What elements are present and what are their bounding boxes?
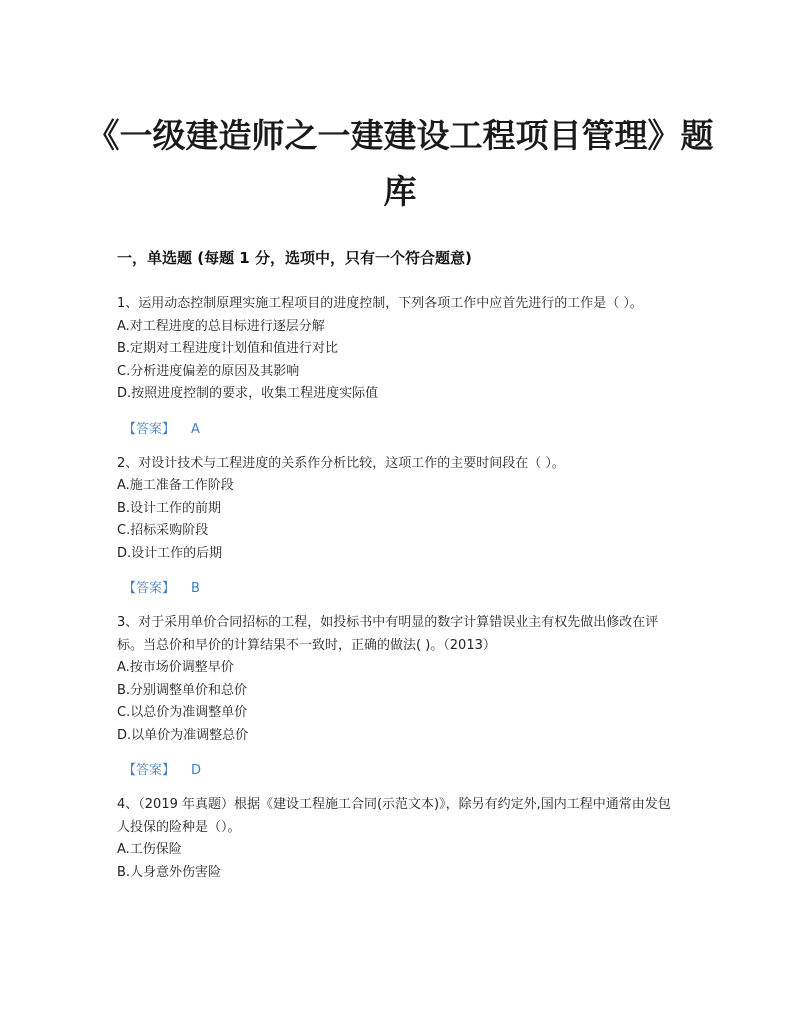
question-stem: 1、运用动态控制原理实施工程项目的进度控制，下列各项工作中应首先进行的工作是（ ）。 bbox=[117, 296, 643, 311]
option-a: A.工伤保险 bbox=[117, 842, 182, 857]
option-b: B.设计工作的前期 bbox=[117, 500, 222, 516]
question-list bbox=[117, 293, 677, 884]
answer-label: 【答案】 bbox=[123, 763, 176, 778]
question-2 bbox=[117, 453, 677, 601]
answer-line bbox=[123, 760, 677, 782]
option-b: B.分别调整单价和总价 bbox=[117, 682, 248, 698]
answer-label: 【答案】 bbox=[123, 581, 176, 596]
section-heading: 一，单选题 (每题 1 分，选项中，只有一个符合题意) bbox=[117, 249, 472, 267]
question-stem: 3、对于采用单价合同招标的工程，如投标书中有明显的数字计算错误业主有权先做出修改在评标。当总价和早价的计算结果不一致时，正确的做法( )。（2013） bbox=[117, 615, 659, 653]
answer-value: B bbox=[191, 581, 200, 596]
answer-value: A bbox=[191, 421, 200, 437]
answer-line bbox=[123, 578, 677, 600]
option-a: A.对工程进度的总目标进行逐层分解 bbox=[117, 318, 325, 334]
question-4 bbox=[117, 794, 677, 884]
question-stem: 2、对设计技术与工程进度的关系作分析比较，这项工作的主要时间段在（ ）。 bbox=[117, 455, 565, 471]
option-d: D.设计工作的后期 bbox=[117, 545, 223, 561]
option-d: D.以单价为准调整总价 bbox=[117, 727, 249, 743]
option-b: B.定期对工程进度计划值和值进行对比 bbox=[117, 341, 339, 356]
option-c: C.以总价为准调整单价 bbox=[117, 705, 248, 720]
question-1 bbox=[117, 293, 677, 441]
option-d: D.按照进度控制的要求，收集工程进度实际值 bbox=[117, 386, 379, 401]
option-b: B.人身意外伤害险 bbox=[117, 864, 222, 880]
question-stem: 4、（2019 年真题）根据《建设工程施工合同(示范文本)》，除另有约定外,国内工程中通常由发包人投保的险种是（）。 bbox=[117, 797, 671, 835]
option-c: C.分析进度偏差的原因及其影响 bbox=[117, 363, 300, 379]
answer-label: 【答案】 bbox=[123, 421, 176, 437]
option-a: A.施工准备工作阶段 bbox=[117, 478, 234, 493]
answer-value: D bbox=[191, 763, 202, 778]
option-a: A.按市场价调整早价 bbox=[117, 660, 234, 675]
option-c: C.招标采购阶段 bbox=[117, 523, 209, 538]
question-3 bbox=[117, 612, 677, 782]
document-title: 《一级建造师之一建建设工程项目管理》题库 bbox=[86, 116, 714, 211]
answer-line bbox=[123, 419, 677, 441]
